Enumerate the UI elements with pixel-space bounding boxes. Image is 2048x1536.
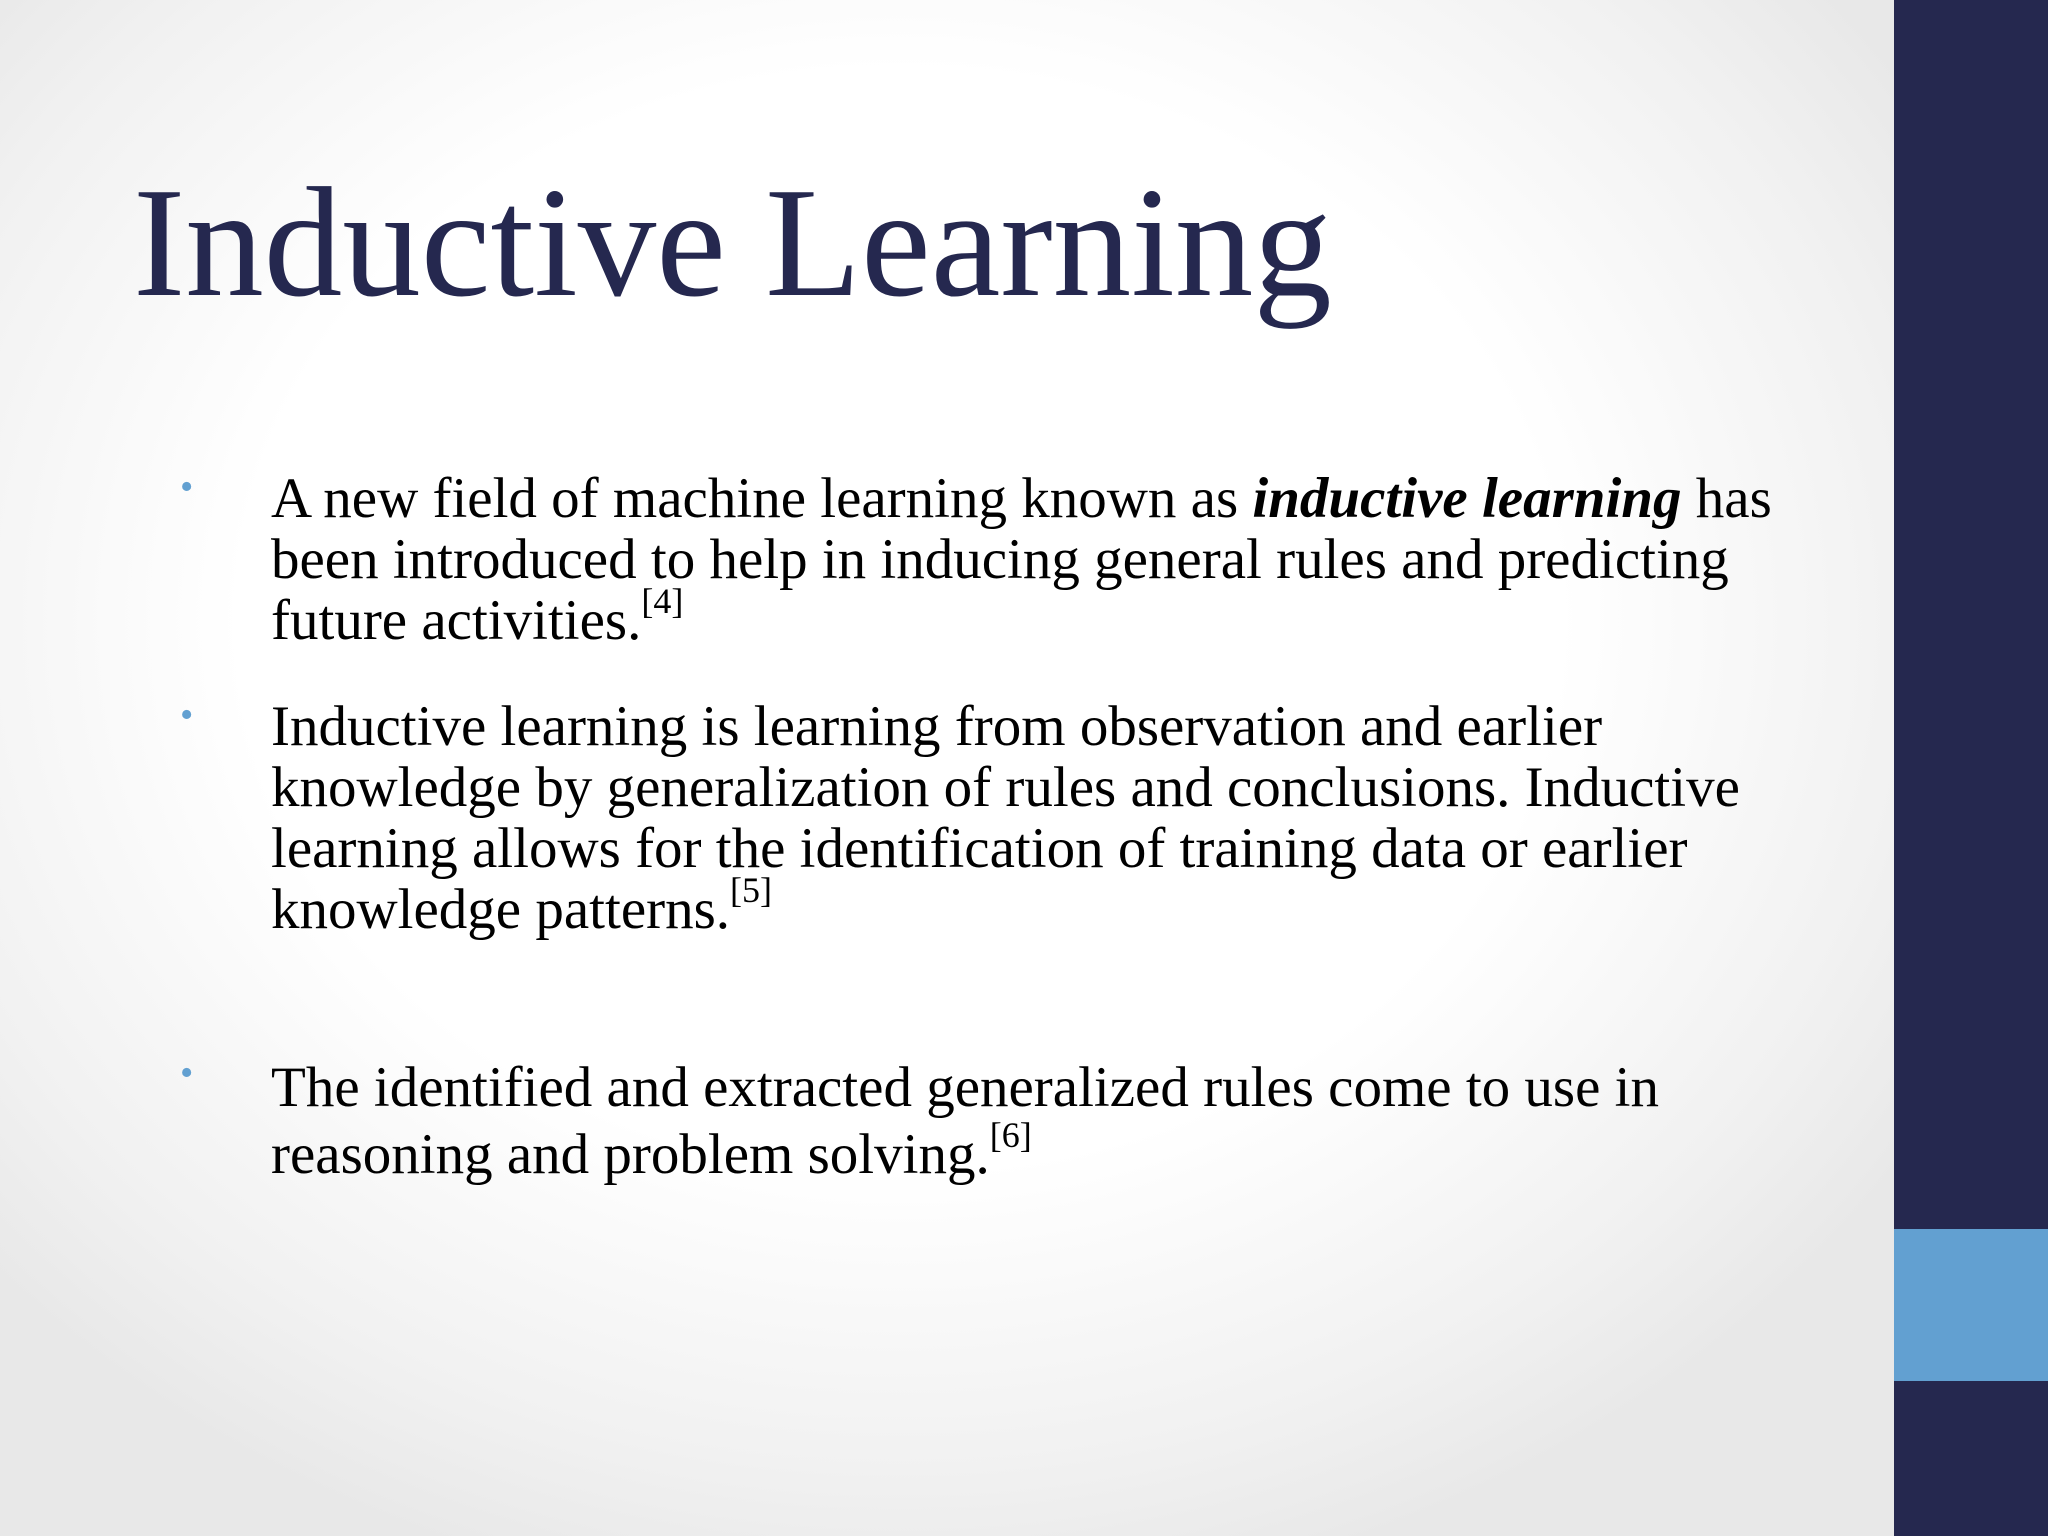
sidebar-accent-block xyxy=(1894,1229,2048,1381)
slide-title: Inductive Learning xyxy=(133,155,1332,329)
bullet-text-part: has been introduced to help in inducing general rules and predicting future activities. xyxy=(271,467,1772,652)
emphasized-term: inductive learning xyxy=(1252,467,1682,530)
bullet-icon: • xyxy=(180,694,194,736)
bullet-text-part: The identified and extracted generalized rules come to use in reasoning and problem solving. xyxy=(271,1056,1659,1186)
bullet-icon: • xyxy=(180,1052,194,1094)
citation: [6] xyxy=(989,1115,1032,1155)
bullet-text-part: A new field of machine learning known as xyxy=(271,467,1253,530)
bullet-text xyxy=(271,1054,1811,1188)
citation: [4] xyxy=(641,581,684,621)
bullet-icon: • xyxy=(180,466,194,508)
citation: [5] xyxy=(730,870,773,910)
bullet-text-part: Inductive learning is learning from observation and earlier knowledge by generalization of rules and conclusions. Inductive learning allows for the identification of training data or earlier knowledge patterns. xyxy=(271,695,1740,941)
bullet-text xyxy=(271,696,1811,940)
bullet-text xyxy=(271,468,1811,651)
